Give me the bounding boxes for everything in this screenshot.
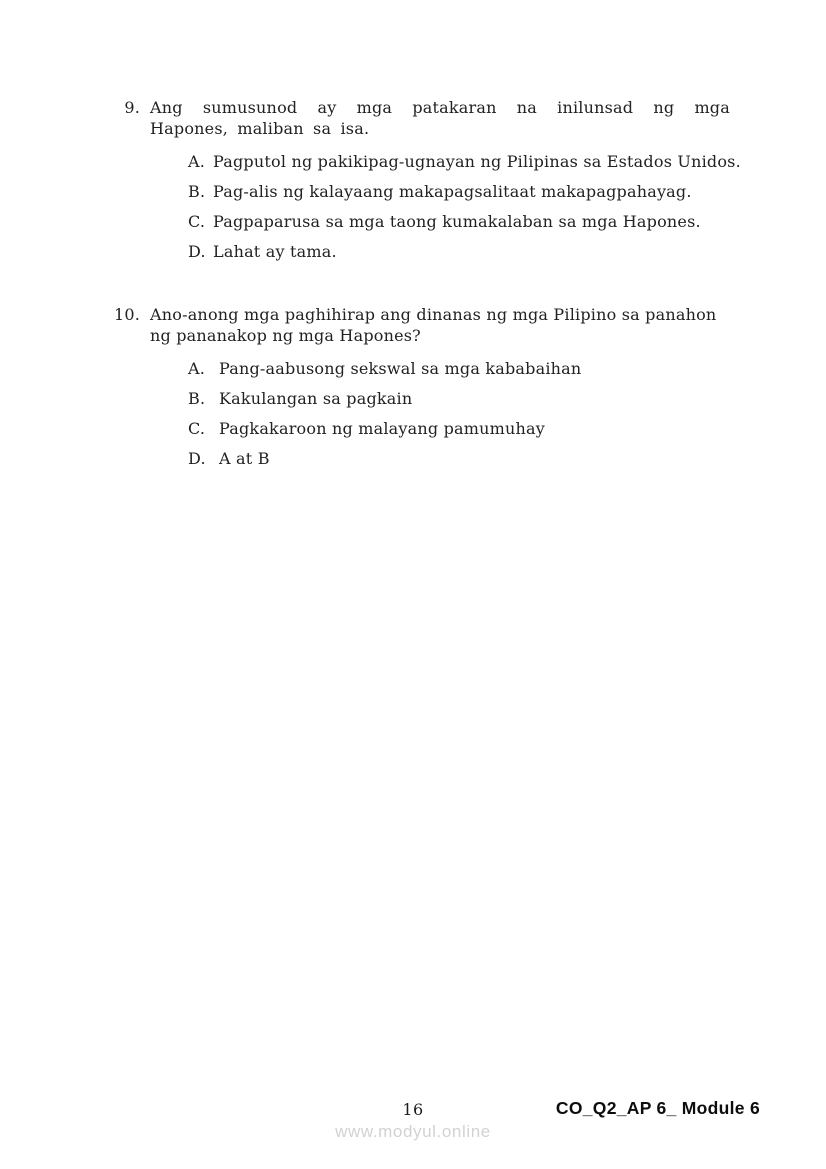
option-text: Kakulangan sa pagkain <box>219 389 413 408</box>
option-letter: D. <box>188 242 206 261</box>
question-10-option-a <box>188 358 730 379</box>
question-9-option-c <box>188 211 730 232</box>
question-10 <box>100 304 740 478</box>
option-letter: B. <box>188 182 206 201</box>
quiz-content <box>100 97 740 478</box>
question-9-option-a <box>188 151 741 172</box>
option-text: Pagputol ng pakikipag-ugnayan ng Pilipinas sa Estados Unidos. <box>213 152 741 171</box>
question-9-body <box>150 97 741 271</box>
option-letter: C. <box>188 212 206 231</box>
question-9 <box>100 97 740 271</box>
option-letter: C. <box>188 419 206 438</box>
option-text: Pang-aabusong sekswal sa mga kababaihan <box>219 359 582 378</box>
page-number: 16 <box>402 1100 424 1119</box>
option-text: Lahat ay tama. <box>213 242 337 261</box>
option-text: Pag-alis ng kalayaang makapagsalitaat makapagpahayag. <box>213 182 692 201</box>
question-10-text: Ano-anong mga paghihirap ang dinanas ng mga Pilipino sa panahon ng pananakop ng mga Hapones? <box>150 305 717 345</box>
option-text: Pagpaparusa sa mga taong kumakalaban sa mga Hapones. <box>213 212 701 231</box>
question-9-option-b <box>188 181 730 202</box>
watermark-text: www.modyul.online <box>335 1122 491 1141</box>
option-text: A at B <box>219 449 270 468</box>
module-label: CO_Q2_AP 6_ Module 6 <box>555 1098 760 1118</box>
option-letter: D. <box>188 449 206 468</box>
option-text: Pagkakaroon ng malayang pamumuhay <box>219 419 546 438</box>
question-9-text: Ang sumusunod ay mga patakaran na inilunsad ng mga Hapones, maliban sa isa. <box>150 98 730 138</box>
option-letter: A. <box>188 152 206 171</box>
question-10-options <box>188 358 730 469</box>
option-letter: A. <box>188 359 206 378</box>
question-10-option-d <box>188 448 730 469</box>
question-9-options <box>188 151 741 262</box>
question-10-number: 10. <box>113 305 140 324</box>
question-9-number: 9. <box>124 98 140 117</box>
question-10-option-b <box>188 388 730 409</box>
question-10-body <box>150 304 730 478</box>
question-9-option-d <box>188 241 730 262</box>
question-10-option-c <box>188 418 730 439</box>
option-letter: B. <box>188 389 206 408</box>
